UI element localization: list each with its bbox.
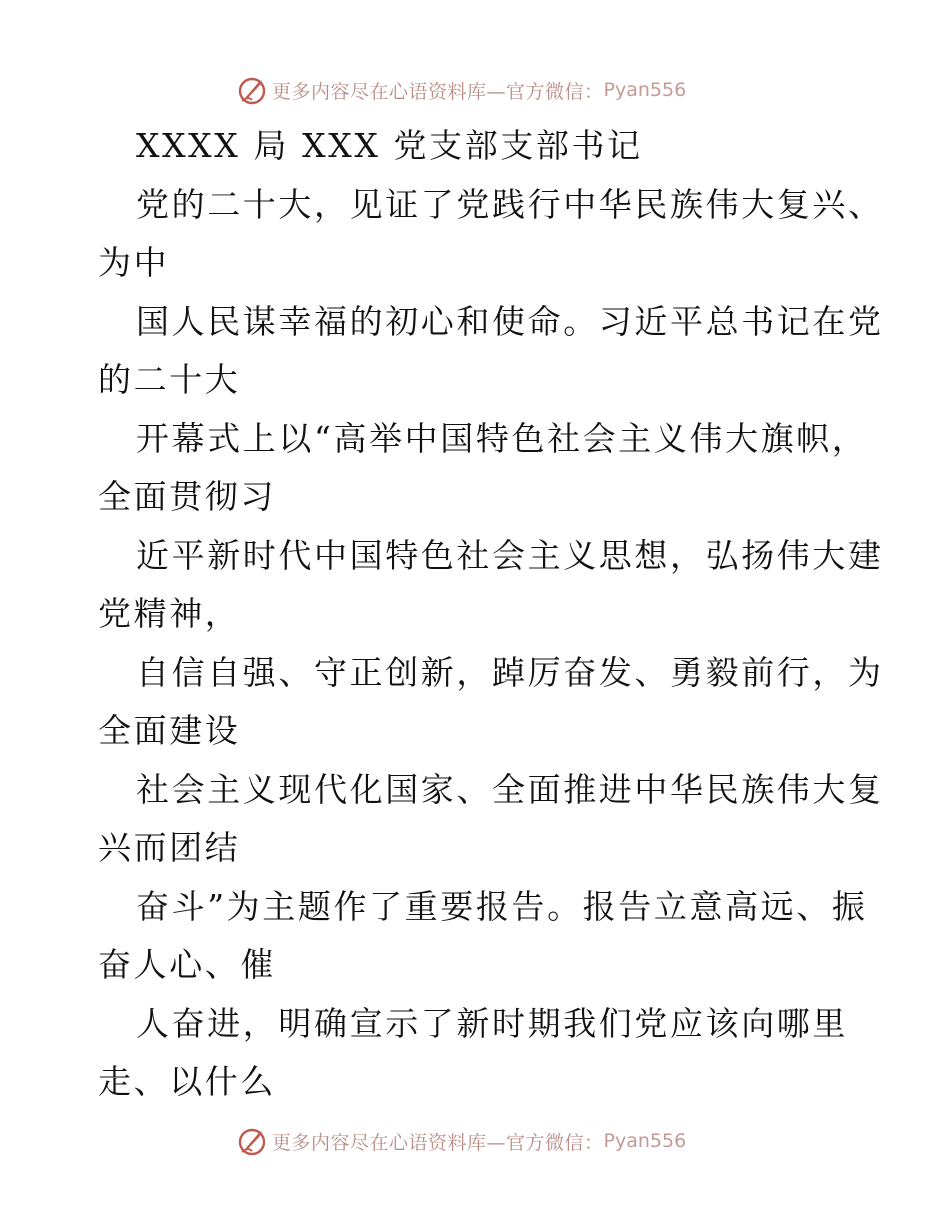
- document-line: 国人民谋幸福的初心和使命。习近平总书记在党: [136, 302, 884, 341]
- document-line: 全面建设: [98, 711, 241, 750]
- watermark-wechat-id: Pyan556: [603, 1130, 687, 1152]
- header-watermark: [236, 72, 686, 108]
- document-line: XXXX 局 XXX 党支部支部书记: [136, 126, 643, 165]
- watermark-text: 更多内容尽在心语资料库—官方微信：: [272, 80, 604, 103]
- document-line: 党的二十大，见证了党践行中华民族伟大复兴、: [136, 185, 884, 224]
- document-line: 自信自强、守正创新，踔厉奋发、勇毅前行，为: [136, 653, 884, 692]
- document-line: 兴而团结: [98, 828, 241, 867]
- document-line: 奋斗”为主题作了重要报告。报告立意高远、振: [136, 887, 868, 926]
- quill-pen-logo-icon: [236, 74, 268, 106]
- watermark-wechat-id: Pyan556: [603, 79, 687, 101]
- document-line: 开幕式上以“高举中国特色社会主义伟大旗帜，: [136, 419, 868, 458]
- document-line: 奋人心、催: [98, 945, 276, 984]
- document-line: 党精神，: [98, 594, 241, 633]
- document-line: 社会主义现代化国家、全面推进中华民族伟大复: [136, 770, 884, 809]
- document-line: 的二十大: [98, 360, 241, 399]
- document-line: 人奋进，明确宣示了新时期我们党应该向哪里: [136, 1004, 848, 1043]
- document-line: 为中: [98, 243, 170, 282]
- document-line: 全面贯彻习: [98, 477, 276, 516]
- quill-pen-logo-icon: [236, 1125, 268, 1157]
- document-line: 走、以什么: [98, 1062, 276, 1101]
- document-line: 近平新时代中国特色社会主义思想，弘扬伟大建: [136, 536, 884, 575]
- watermark-text: 更多内容尽在心语资料库—官方微信：: [272, 1131, 604, 1154]
- footer-watermark: [236, 1123, 686, 1159]
